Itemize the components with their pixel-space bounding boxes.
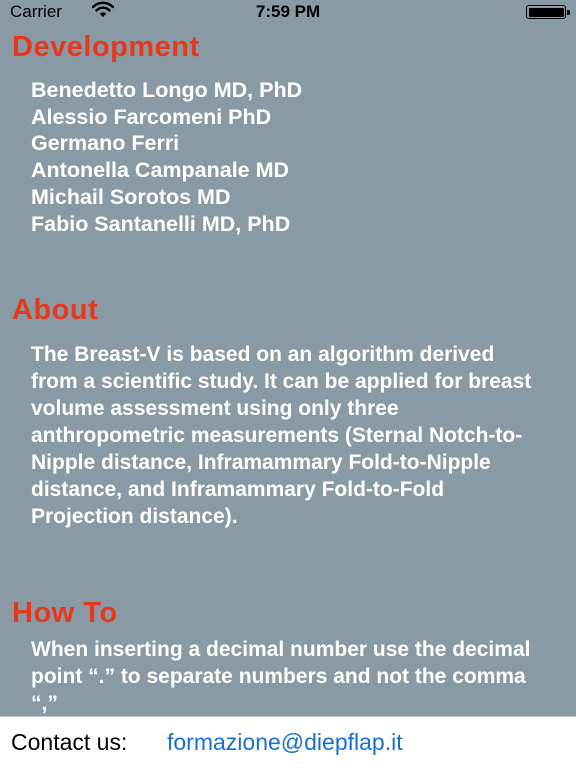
clock-time: 7:59 PM bbox=[255, 2, 321, 21]
howto-heading: How To bbox=[12, 597, 118, 629]
contact-footer bbox=[0, 716, 576, 768]
developer-name: Antonella Campanale MD bbox=[31, 158, 290, 183]
developer-name: Michail Sorotos MD bbox=[31, 184, 231, 209]
developer-name: Benedetto Longo MD, PhD bbox=[31, 78, 303, 102]
contact-email-link[interactable]: formazione@diepflap.it bbox=[167, 729, 403, 755]
howto-text: When inserting a decimal number use the decimal point “.” to separate numbers and not the comma “,” bbox=[31, 638, 531, 715]
carrier-name: Carrier bbox=[10, 2, 62, 21]
developer-name: Fabio Santanelli MD, PhD bbox=[31, 211, 291, 236]
developer-list bbox=[31, 77, 302, 237]
development-heading: Development bbox=[12, 31, 200, 63]
developer-name: Alessio Farcomeni PhD bbox=[31, 104, 272, 129]
about-text: The Breast-V is based on an algorithm derived from a scientific study. It can be applied for breast volume assessment using only three anthropometric measurements (Sternal Notch-to-Nipple distance, Inframammary Fold-to-Nipple distance, and Inframammary Fold-to-Fold Projection distance). bbox=[31, 343, 532, 528]
battery-icon bbox=[526, 5, 566, 19]
contact-label: Contact us: bbox=[11, 729, 128, 755]
status-bar bbox=[0, 0, 576, 24]
developer-name: Germano Ferri bbox=[31, 131, 180, 156]
about-heading: About bbox=[12, 294, 99, 326]
